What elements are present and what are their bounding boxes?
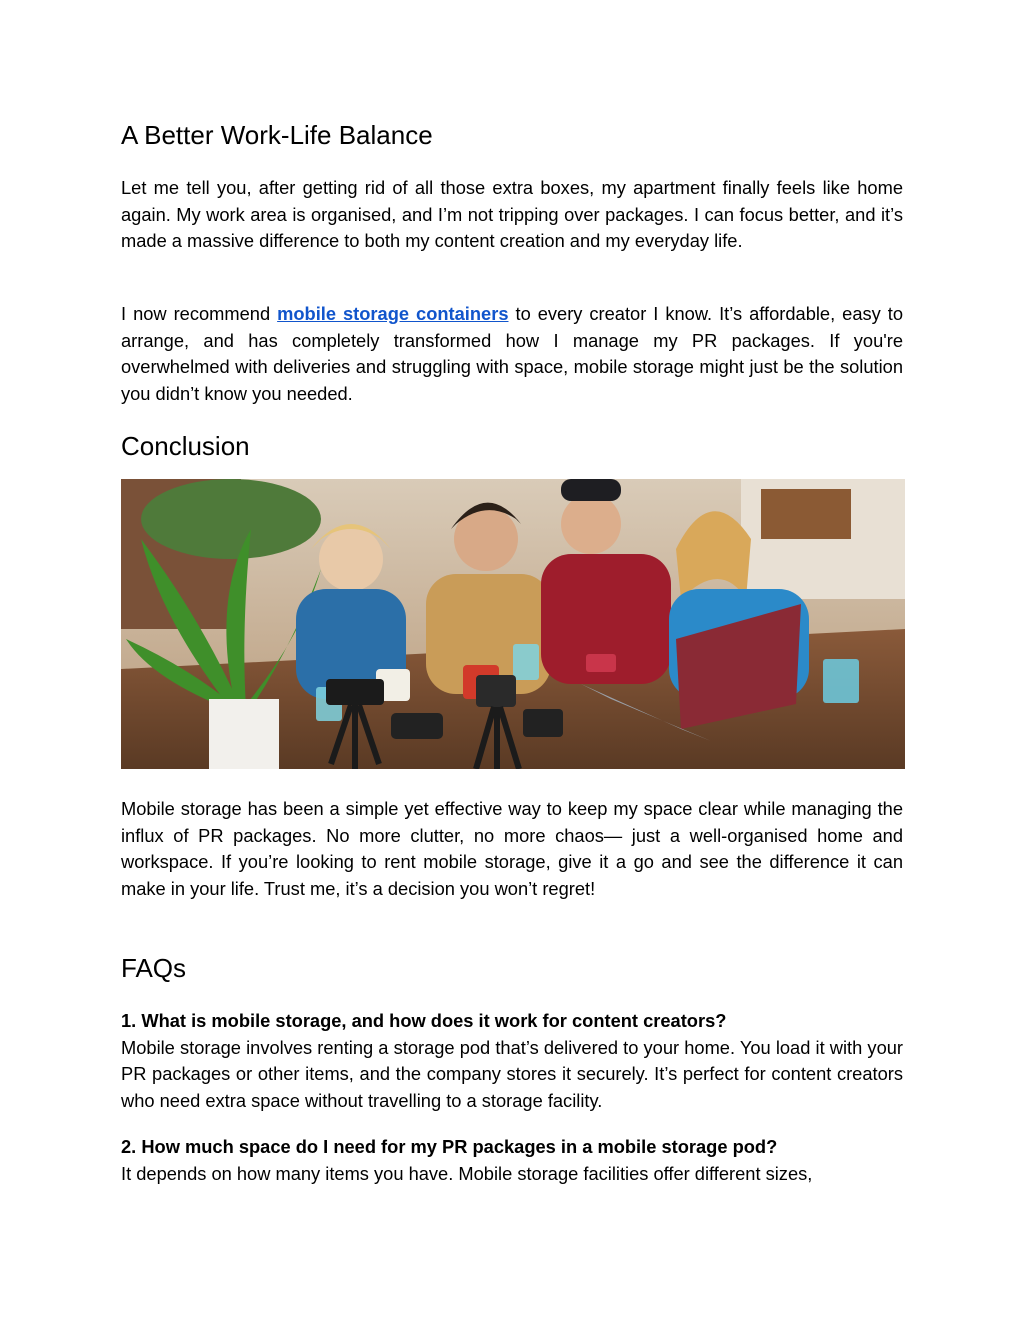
faq-item (121, 1008, 903, 1114)
faq-answer: It depends on how many items you have. Mobile storage facilities offer different sizes, (121, 1162, 813, 1184)
paragraph-recommend (121, 301, 903, 407)
paragraph-recommend-end: to every creator I know. It’s affordable, easy to arrange, and has completely transformed how I manage my PR packages. If you're overwhelmed with deliveries and struggling with space, mobile storage might just be the solution you didn’t know you needed. (121, 303, 904, 404)
section-heading-faqs: FAQs (121, 953, 187, 983)
paragraph-recommend-start: I now recommend (121, 303, 278, 324)
section-heading-work-life-balance: A Better Work-Life Balance (121, 120, 433, 150)
faq-question: 2. How much space do I need for my PR packages in a mobile storage pod? (121, 1136, 778, 1157)
section-heading-conclusion: Conclusion (121, 431, 250, 461)
photo-illustration (121, 479, 905, 769)
friends-around-table-photo (121, 479, 905, 769)
paragraph-conclusion: Mobile storage has been a simple yet effective way to keep my space clear while managing the influx of PR packages. No more clutter, no more chaos— just a well-organised home and workspace. If you’re looking to rent mobile storage, give it a go and see the difference it can make in your life. Trust me, it’s a decision you won’t regret! (121, 798, 903, 899)
faq-answer: Mobile storage involves renting a storage pod that’s delivered to your home. You load it with your PR packages or other items, and the company stores it securely. It’s perfect for content creators who need extra space without travelling to a storage facility. (121, 1036, 903, 1111)
mobile-storage-containers-link[interactable]: mobile storage containers (277, 303, 509, 324)
paragraph-apartment: Let me tell you, after getting rid of all those extra boxes, my apartment finally feels like home again. My work area is organised, and I’m not tripping over packages. I can focus better, and it’s made a massive difference to both my content creation and my everyday life. (121, 177, 903, 251)
faq-item (121, 1134, 903, 1187)
faq-question: 1. What is mobile storage, and how does it work for content creators? (121, 1010, 727, 1031)
